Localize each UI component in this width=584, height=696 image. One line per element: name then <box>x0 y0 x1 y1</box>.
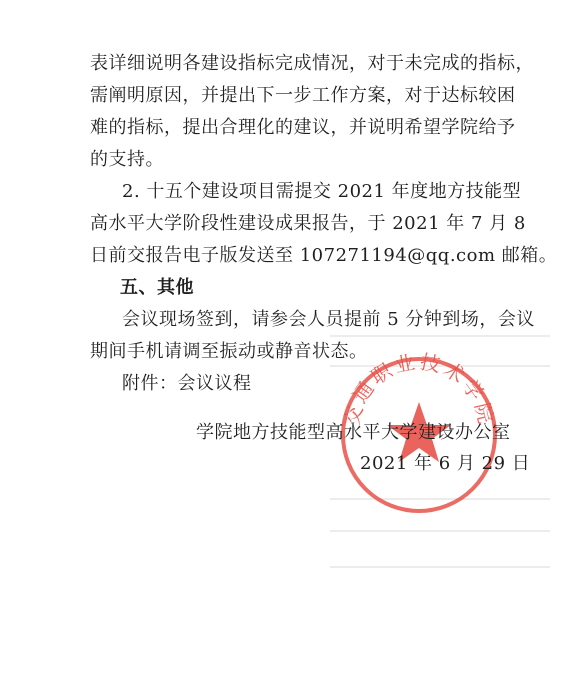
paragraph-2-line-2: 高水平大学阶段性建设成果报告，于 2021 年 7 月 8 <box>90 213 526 234</box>
seal-text: 交通职业技术学院 <box>339 350 499 429</box>
signature-organization: 学院地方技能型高水平大学建设办公室 <box>196 422 511 443</box>
paragraph-3-line-2: 期间手机请调至振动或静音状态。 <box>90 341 368 362</box>
section-5-heading: 五、其他 <box>120 277 194 298</box>
paragraph-3-line-1: 会议现场签到，请参会人员提前 5 分钟到场，会议 <box>122 309 535 330</box>
paragraph-1-line-1: 表详细说明各建设指标完成情况，对于未完成的指标， <box>90 53 534 74</box>
paragraph-1-line-2: 需阐明原因，并提出下一步工作方案，对于达标较困 <box>90 85 516 106</box>
attachment-line: 附件：会议议程 <box>122 373 252 394</box>
bleed-through-line <box>330 566 550 568</box>
paragraph-2-line-1: 2. 十五个建设项目需提交 2021 年度地方技能型 <box>122 181 522 202</box>
bleed-through-line <box>330 335 550 337</box>
paragraph-2-line-3: 日前交报告电子版发送至 107271194@qq.com 邮箱。 <box>90 245 558 266</box>
paragraph-1-line-4: 的支持。 <box>90 149 164 170</box>
paragraph-1-line-3: 难的指标，提出合理化的建议，并说明希望学院给予 <box>90 117 516 138</box>
signature-date: 2021 年 6 月 29 日 <box>360 453 531 474</box>
bleed-through-line <box>330 530 550 532</box>
